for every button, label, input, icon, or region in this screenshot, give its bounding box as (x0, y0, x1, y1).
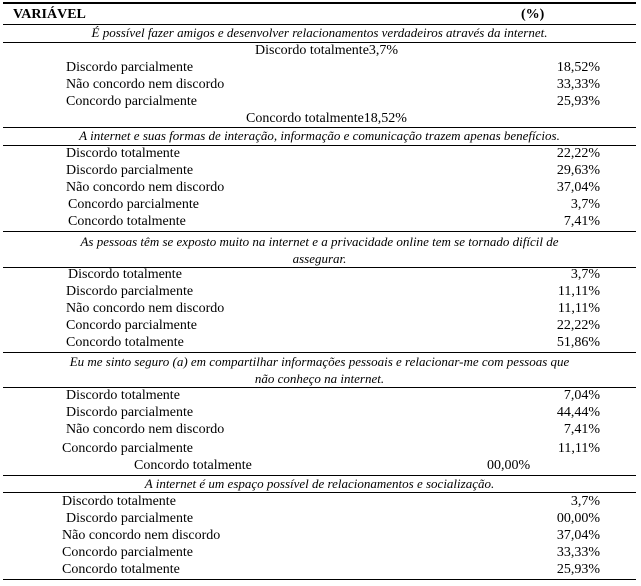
answer-label: Discordo parcialmente (66, 511, 194, 526)
answer-percent: 11,11% (557, 301, 600, 316)
answer-label: Discordo totalmente (66, 388, 180, 403)
table-bottom-rule (3, 579, 636, 580)
question-4-line-2: não conheço na internet. (254, 371, 385, 386)
answer-percent: 3,7% (570, 197, 600, 212)
answer-label: Não concordo nem discordo (62, 528, 221, 543)
answer-label: Discordo totalmente (62, 494, 176, 509)
question-5: A internet é um espaço possível de relacionamentos e socialização. (144, 476, 495, 491)
answer-label: Não concordo nem discordo (66, 301, 225, 316)
answer-percent: 33,33% (556, 77, 600, 92)
question-2: A internet e suas formas de interação, informação e comunicação trazem apenas benefícios. (79, 128, 560, 143)
answer-label: Não concordo nem discordo (66, 77, 225, 92)
table-top-rule (3, 2, 636, 4)
answer-label: Discordo parcialmente (66, 405, 194, 420)
answer-percent: 33,33% (556, 545, 600, 560)
answer-percent: 00,00% (556, 511, 600, 526)
answer-label: Não concordo nem discordo (66, 180, 225, 195)
answer-percent: 51,86% (556, 335, 600, 350)
answer-label: Concordo parcialmente (66, 94, 198, 109)
answer-percent: 25,93% (556, 562, 600, 577)
answer-percent: 3,7% (570, 494, 600, 509)
section-3-top-rule (3, 231, 636, 232)
header-variable: VARIÁVEL (13, 7, 86, 22)
answer-label: Discordo totalmente3,7% (255, 43, 399, 58)
answer-label: Discordo parcialmente (66, 163, 194, 178)
answer-label: Concordo parcialmente (66, 318, 198, 333)
answer-percent: 18,52% (556, 60, 600, 75)
answer-label: Concordo totalmente (62, 562, 180, 577)
section-5-divider (3, 492, 636, 493)
answer-percent: 11,11% (557, 441, 600, 456)
answer-percent: 22,22% (556, 318, 600, 333)
answer-percent: 3,7% (570, 267, 600, 282)
answer-label: Discordo totalmente (66, 146, 180, 161)
answer-label: Concordo totalmente (68, 214, 186, 229)
answer-percent: 37,04% (556, 180, 600, 195)
answer-label: Concordo parcialmente (68, 197, 200, 212)
question-3-line-2: assegurar. (292, 251, 347, 266)
answer-percent: 22,22% (556, 146, 600, 161)
question-1: É possível fazer amigos e desenvolver relacionamentos verdadeiros através da internet. (91, 25, 548, 40)
answer-label: Não concordo nem discordo (66, 422, 225, 437)
answer-percent: 44,44% (556, 405, 600, 420)
answer-label: Discordo parcialmente (66, 284, 194, 299)
answer-percent: 00,00% (487, 458, 531, 473)
answer-label: Concordo parcialmente (62, 545, 194, 560)
answer-percent: 7,41% (563, 214, 600, 229)
answer-label: Concordo totalmente (134, 458, 252, 473)
answer-label: Concordo totalmente18,52% (246, 111, 407, 126)
answer-label: Concordo totalmente (66, 335, 184, 350)
answer-percent: 7,04% (563, 388, 600, 403)
answer-percent: 11,11% (557, 284, 600, 299)
answer-percent: 25,93% (556, 94, 600, 109)
answer-percent: 37,04% (556, 528, 600, 543)
answer-percent: 29,63% (556, 163, 600, 178)
question-3-line-1: As pessoas têm se exposto muito na internet e a privacidade online tem se tornado difícil de (80, 234, 559, 249)
header-percent: (%) (521, 7, 545, 22)
answer-label: Concordo parcialmente (62, 441, 194, 456)
answer-label: Discordo parcialmente (66, 60, 194, 75)
question-4-line-1: Eu me sinto seguro (a) em compartilhar informações pessoais e relacionar-me com pessoas que (69, 354, 570, 369)
answer-percent: 7,41% (563, 422, 600, 437)
answer-label: Discordo totalmente (68, 267, 182, 282)
